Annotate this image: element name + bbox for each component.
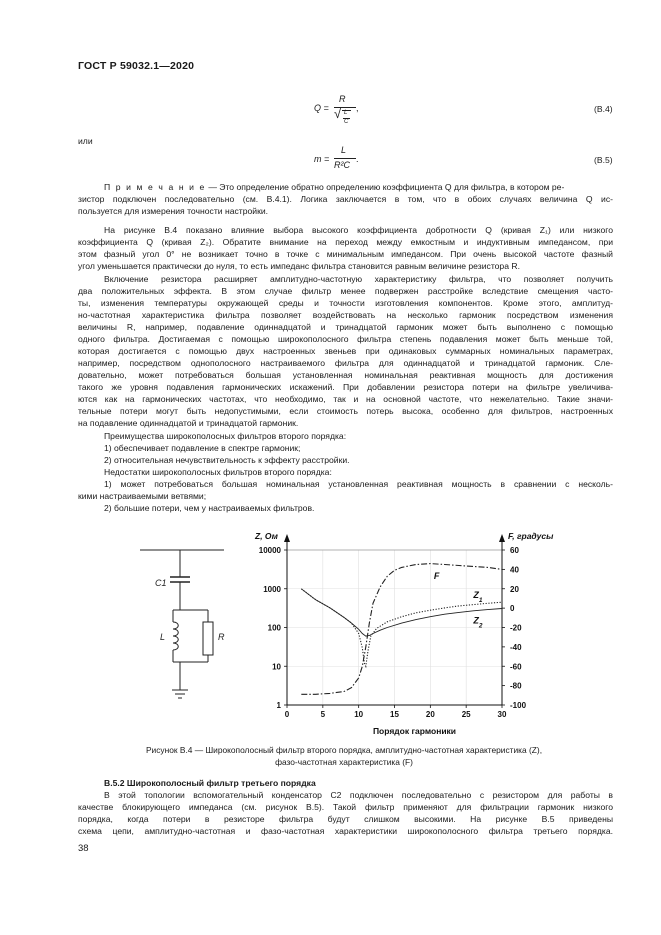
series-line-z2 xyxy=(301,589,502,636)
y-right-tick-label: 40 xyxy=(510,565,519,575)
y-right-tick-label: -20 xyxy=(510,623,522,633)
x-tick-label: 20 xyxy=(425,710,435,719)
disadvantage-1a: 1) может потребоваться большая номинальная установленная реактивная мощность в сравнении с несколь- xyxy=(104,479,613,489)
y-right-axis-title: F, градусы xyxy=(508,531,554,541)
note-line-2: зистор подключен последовательно (см. В.4.1). Логика заключается в том, что в обоих случаях величина Q ис- xyxy=(78,194,613,204)
p2-line-1: Включение резистора расширяет амплитудно-частотную характеристику фильтра, что позволяет получить xyxy=(104,274,613,284)
y-left-tick-label: 100 xyxy=(267,623,281,633)
x-tick-label: 5 xyxy=(320,710,326,719)
eq2-trail: . xyxy=(356,154,359,164)
p1-line-4: угол уменьшается практически до нуля, то есть импеданс фильтра становится равным величине резистора R. xyxy=(78,261,520,271)
section-line-2: качестве блокирующего импеданса (см. рисунок В.5). Такой фильтр применяют для фильтрации гармоник низкого xyxy=(78,802,613,812)
document-header: ГОСТ Р 59032.1—2020 xyxy=(78,60,195,72)
p2-line-12: тельные потери могут быть недопустимыми, если стоимость потерь высока, особенно для фильтров, настроенных xyxy=(78,406,613,416)
p2-line-4: но-частотная характеристика фильтра позволяет воздействовать на несколько гармоник посредством изменения xyxy=(78,310,613,320)
p2-line-13: на подавление одиннадцатой и тринадцатой гармоник. xyxy=(78,418,299,428)
y-right-tick-label: -100 xyxy=(510,701,527,710)
p2-line-6: одного фильтра. Достигаемая с помощью широкополосного фильтра степень подавления может быть меньше той, xyxy=(78,334,613,344)
eq1-trail: , xyxy=(356,103,359,113)
circuit-diagram xyxy=(140,540,240,710)
p2-line-10: такого же уровня подавления гармонических искажений. При добавлении резистора потери на фильтре увеличива- xyxy=(78,382,613,392)
x-tick-label: 10 xyxy=(354,710,364,719)
note-line-1 xyxy=(104,182,613,194)
advantages-heading: Преимущества широкополосных фильтров второго порядка: xyxy=(104,431,347,441)
equation-number-b5: (В.5) xyxy=(594,155,613,165)
x-axis-title: Порядок гармоники xyxy=(372,726,457,736)
eq1-numerator: R xyxy=(339,94,346,104)
series-label-z1: $Z_1$ xyxy=(473,590,483,604)
disadvantage-1b: кими настраиваемыми ветвями; xyxy=(78,491,207,501)
p2-line-3: ты, изменения температуры окружающей среды и точности изготовления компонентов. Кроме этого, амплитуд- xyxy=(78,298,613,308)
resistor-body xyxy=(203,622,213,655)
series-line-f xyxy=(301,564,502,695)
advantage-2: 2) относительная нечувствительность к эффекту расстройки. xyxy=(104,455,350,465)
p2-line-2: два положительных эффекта. В этом случае фильтр менее подвержен расстройке вследствие смещения часто- xyxy=(78,286,613,296)
section-line-3: порядка, когда потери в резисторе фильтра будут слишком высокими. На рисунке В.5 приведены xyxy=(78,814,613,824)
series-label-z2: $Z_2$ xyxy=(473,615,483,630)
y-axis-right-arrow xyxy=(499,534,505,542)
x-tick-label: 25 xyxy=(461,710,471,719)
figure-caption-line-1: Рисунок В.4 — Широкополосный фильтр второго порядка, амплитудно-частотная характеристика (Z), xyxy=(145,745,543,755)
note-line-3: пользуется для измерения точности настройки. xyxy=(78,206,269,216)
p1-line-3: этом фазный угол 0° не возникает точно в точке с минимальным импедансом. При очень высокой частоте фазный xyxy=(78,249,613,259)
y-axis-left-arrow xyxy=(284,534,290,542)
eq2-numerator: L xyxy=(341,145,347,155)
y-right-tick-label: -80 xyxy=(510,681,522,691)
page-number: 38 xyxy=(78,843,89,854)
p2-line-11: ются как на гармонических частотах, что необходимо, так и на основной частоте, что нежелательно. Такие значи- xyxy=(78,394,613,404)
eq1-root-den: C xyxy=(344,119,349,125)
eq1-lhs: Q = xyxy=(314,103,329,113)
impedance-phase-chart xyxy=(245,528,590,740)
equation-number-b4: (В.4) xyxy=(594,104,613,114)
figure-caption-line-2: фазо-частотная характеристика (F) xyxy=(275,757,413,767)
equation-b4 xyxy=(314,94,374,134)
advantage-1: 1) обеспечивает подавление в спектре гармоник; xyxy=(104,443,301,453)
y-left-tick-label: 10 xyxy=(272,662,281,672)
section-line-4: схема цепи, амплитудно-частотная и фазо-частотная характеристики широкополосного фильтра третьего порядка. xyxy=(78,826,613,836)
p1-line-2: коэффициента Q (кривая Z₂). Обратите внимание на переход между емкостным и индуктивным импедансом, при xyxy=(78,237,613,247)
eq1-sqrt-sign: √ xyxy=(334,106,342,121)
section-line-1: В этой топологии вспомогательный конденсатор C2 подключен последовательно с резистором для работы в xyxy=(104,790,613,800)
note-label: П р и м е ч а н и е xyxy=(104,182,206,192)
y-right-tick-label: -40 xyxy=(510,642,522,652)
note-text-1: — Это определение обратно определению коэффициента Q для фильтра, в котором ре- xyxy=(208,182,565,192)
x-tick-label: 0 xyxy=(284,710,290,719)
disadvantage-2: 2) большие потери, чем у настраиваемых фильтров. xyxy=(104,503,315,513)
section-title: В.5.2 Широкополосный фильтр третьего порядка xyxy=(104,778,316,788)
p2-line-9: довательно, может потребоваться большая установленная номинальная реактивная мощность для достижения xyxy=(78,370,613,380)
x-tick-label: 15 xyxy=(390,710,399,719)
series-label-f: F xyxy=(433,571,440,582)
p2-line-5: величины R, например, подавление одиннадцатой и тринадцатой гармоник может быть выполнено с помощью xyxy=(78,322,613,332)
disadvantages-heading: Недостатки широкополосных фильтров второго порядка: xyxy=(104,467,332,477)
y-left-tick-label: 1 xyxy=(276,701,281,710)
eq2-denominator: R²C xyxy=(334,160,350,170)
y-right-tick-label: 20 xyxy=(510,584,519,594)
equation-b5 xyxy=(314,145,374,175)
x-tick-label: 30 xyxy=(497,710,507,719)
y-left-tick-label: 1000 xyxy=(263,584,281,594)
eq2-fraction-bar xyxy=(334,158,356,159)
p2-line-7: которая достигается с помощью двух настроенных звеньев при одинаковых суммарных номинальных параметрах, xyxy=(78,346,613,356)
eq2-lhs: m = xyxy=(314,154,330,164)
y-left-axis-title: Z, Ом xyxy=(255,531,278,541)
y-right-tick-label: -60 xyxy=(510,662,522,672)
p1-line-1: На рисунке В.4 показано влияние выбора высокого коэффициента добротности Q (кривая Z₁) или низкого xyxy=(104,225,613,235)
inductor-coil xyxy=(173,622,178,650)
or-word: или xyxy=(78,136,93,146)
inductor-label: L xyxy=(160,632,166,642)
capacitor-label: C1 xyxy=(155,578,167,588)
y-right-tick-label: 60 xyxy=(510,546,519,555)
p2-line-8: например, посредством однополосного настраиваемого фильтра для одиннадцатой и тринадцатой гармоник. Сле- xyxy=(78,358,613,368)
y-right-tick-label: 0 xyxy=(510,604,515,614)
y-left-tick-label: 10000 xyxy=(258,546,281,555)
eq1-root-num: L xyxy=(344,110,348,116)
resistor-label: R xyxy=(218,632,225,642)
